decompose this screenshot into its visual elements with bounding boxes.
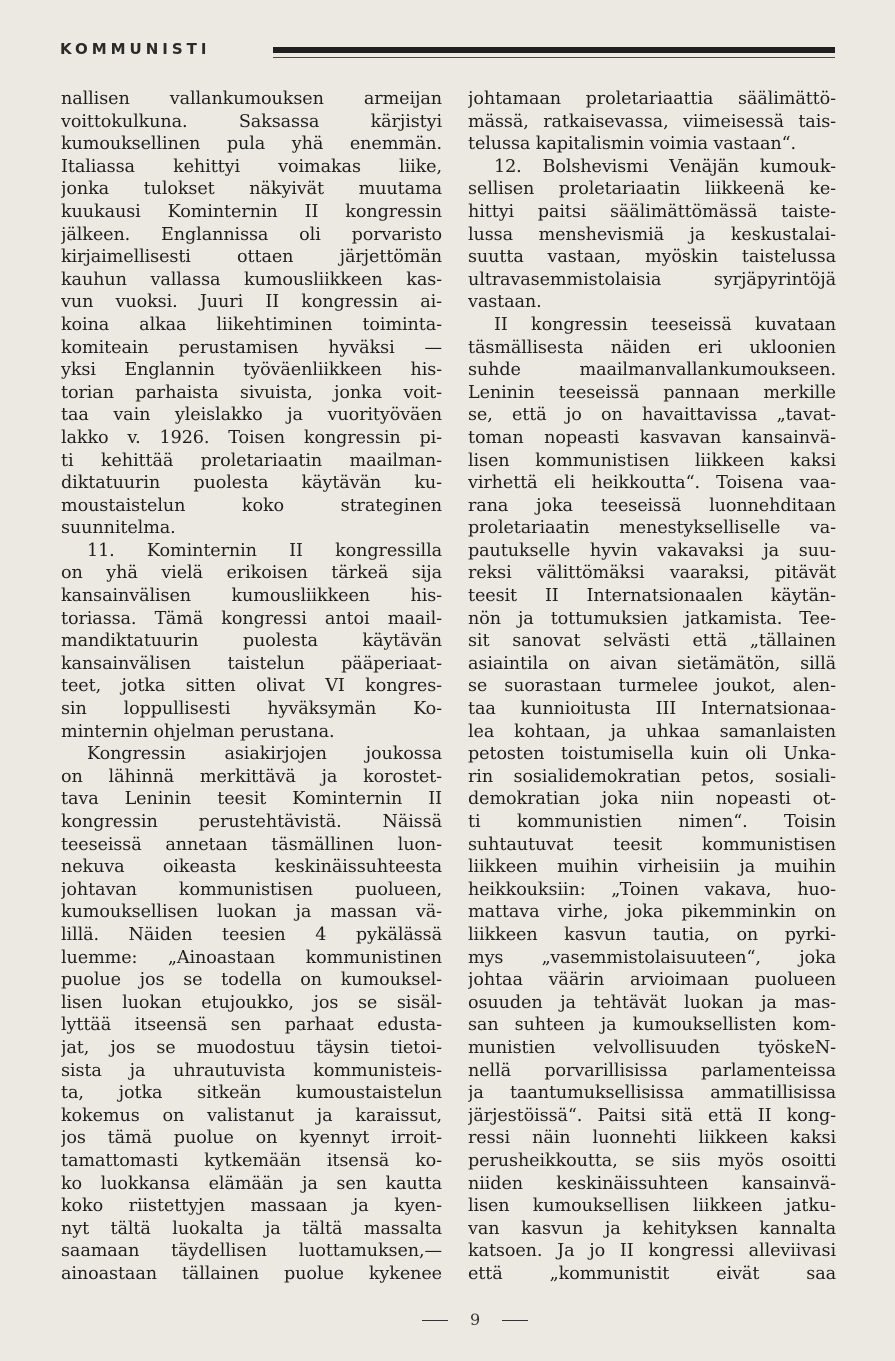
- page-footer: [400, 1310, 700, 1329]
- text-line: kokemus on valistanut ja karaissut,: [61, 1105, 442, 1126]
- text-line: rana joka teeseissä luonnehditaan: [468, 495, 836, 516]
- text-line: kuukausi Kominternin II kongressin: [61, 201, 442, 222]
- text-line: hittyi paitsi säälimättömässä taiste-: [468, 201, 836, 222]
- text-line: vastaan.: [468, 292, 542, 313]
- text-line: nellä porvarillisissa parlamenteissa: [468, 1060, 836, 1081]
- text-line: jälkeen. Englannissa oli porvaristo: [61, 224, 442, 245]
- text-line: moustaistelun koko strateginen: [61, 495, 442, 516]
- text-line: kumouksellisen luokan ja massan vä-: [61, 902, 442, 923]
- text-line: van kasvun ja kehityksen kannalta: [468, 1218, 836, 1239]
- text-line: rin sosialidemokratian petos, sosiali-: [468, 766, 836, 787]
- text-line: osuuden ja tehtävät luokan ja mas-: [468, 992, 836, 1013]
- text-line: lisen kumouksellisen liikkeen jatku-: [468, 1196, 836, 1217]
- text-line: virhettä eli heikkoutta“. Toisena vaa-: [468, 473, 836, 494]
- text-line: lyttää itseensä sen parhaat edusta-: [61, 1015, 442, 1036]
- text-line: kumouksellinen pula yhä enemmän.: [61, 134, 442, 155]
- text-line: taa vain yleislakko ja vuorityöväen: [61, 405, 442, 426]
- text-line: suhtautuvat teesit kommunistisen: [468, 834, 836, 855]
- text-line: kansainvälisen kumousliikkeen his-: [61, 586, 442, 607]
- text-line: niiden keskinäissuhteen kansainvä-: [468, 1173, 836, 1194]
- text-line: ko luokkansa elämään ja sen kautta: [61, 1173, 442, 1194]
- footer-dash-left: [422, 1320, 448, 1321]
- text-line: liikkeen muihin virheisiin ja muihin: [468, 857, 836, 878]
- text-line: ressi näin luonnehti liikkeen kaksi: [468, 1128, 836, 1149]
- text-line: 12. Bolshevismi Venäjän kumouk-: [494, 156, 836, 177]
- text-line: san suhteen ja kumouksellisten kom-: [468, 1015, 836, 1036]
- text-line: ultravasemmistolaisia syrjäpyrintöjä: [468, 269, 836, 290]
- text-line: lisen luokan etujoukko, jos se sisäl-: [61, 992, 442, 1013]
- text-line: kongressin perustehtävistä. Näissä: [61, 812, 442, 832]
- text-line: kansainvälisen taistelun pääperiaat-: [61, 653, 442, 674]
- text-line: ti kehittää proletariaatin maailman-: [61, 450, 442, 471]
- text-line: nallisen vallankumouksen armeijan: [61, 89, 442, 109]
- text-line: järjestöissä“. Paitsi sitä että II kong-: [468, 1105, 836, 1126]
- text-line: se suorastaan turmelee joukot, alen-: [468, 676, 836, 697]
- text-line: demokratian joka niin nopeasti ot-: [468, 789, 836, 810]
- text-line: jat, jos se muodostuu täysin tietoi-: [61, 1037, 442, 1058]
- text-line: Italiassa kehittyi voimakas liike,: [61, 156, 442, 177]
- text-line: nön ja tottumuksien jatkamista. Tee-: [468, 608, 836, 629]
- text-line: kauhun vallassa kumousliikkeen kas-: [61, 269, 442, 290]
- text-line: mandiktatuurin puolesta käytävän: [61, 631, 442, 652]
- text-line: koko riistettyjen massaan ja kyen-: [61, 1196, 442, 1217]
- text-line: liikkeen kasvun tautia, on pyrki-: [468, 924, 836, 945]
- left-column: [61, 88, 442, 1285]
- text-line: johtaa väärin arvioimaan puolueen: [468, 970, 836, 991]
- text-line: diktatuurin puolesta käytävän ku-: [61, 473, 442, 494]
- text-line: luemme: „Ainoastaan kommunistinen: [61, 947, 442, 968]
- journal-title: KOMMUNISTI: [60, 40, 211, 58]
- text-line: jos tämä puolue on kyennyt irroit-: [61, 1128, 442, 1149]
- text-line: pautukselle hyvin vakavaksi ja suu-: [468, 540, 836, 561]
- text-line: 11. Kominternin II kongressilla: [87, 540, 442, 561]
- text-line: se, että jo on havaittavissa „tavat-: [468, 405, 836, 426]
- text-line: on lähinnä merkittävä ja korostet-: [61, 766, 442, 787]
- text-line: katsoen. Ja jo II kongressi alleviivasi: [468, 1241, 836, 1262]
- text-line: jonka tulokset näkyivät muutama: [61, 179, 442, 200]
- page-number: 9: [470, 1310, 481, 1329]
- text-line: petosten toistumisella kuin oli Unka-: [468, 744, 836, 765]
- text-line: Leninin teeseissä pannaan merkille: [468, 382, 836, 403]
- text-line: tamattomasti kytkemään itsensä ko-: [61, 1150, 442, 1171]
- text-line: toriassa. Tämä kongressi antoi maail-: [61, 608, 442, 629]
- text-line: yksi Englannin työväenliikkeen his-: [61, 360, 442, 381]
- text-line: suunnitelma.: [61, 518, 176, 539]
- text-line: johtamaan proletariaattia säälimättö-: [468, 89, 836, 109]
- text-line: perusheikkoutta, se siis myös osoitti: [468, 1150, 836, 1171]
- text-line: kirjaimellisesti ottaen järjettömän: [61, 247, 442, 268]
- running-header: [60, 30, 835, 70]
- text-line: että „kommunistit eivät saa: [468, 1263, 836, 1284]
- text-line: ta, jotka sitkeän kumoustaistelun: [61, 1083, 442, 1104]
- text-line: komiteain perustamisen hyväksi —: [61, 337, 442, 358]
- text-line: lakko v. 1926. Toisen kongressin pi-: [61, 427, 442, 448]
- text-line: mattava virhe, joka pikemminkin on: [468, 902, 836, 923]
- text-line: johtavan kommunistisen puolueen,: [61, 879, 442, 900]
- text-line: tava Leninin teesit Kominternin II: [61, 789, 442, 810]
- header-rule: [273, 47, 835, 53]
- text-line: ainoastaan tällainen puolue kykenee: [61, 1263, 442, 1284]
- text-line: sin loppullisesti hyväksymän Ko-: [61, 699, 442, 720]
- text-line: toman nopeasti kasvavan kansainvä-: [468, 427, 836, 448]
- text-line: munistien velvollisuuden työskeN-: [468, 1037, 836, 1058]
- text-line: asiaintila on aivan sietämätön, sillä: [468, 653, 836, 674]
- text-line: lussa menshevismiä ja keskustalai-: [468, 224, 836, 245]
- text-line: torian parhaista sivuista, jonka voit-: [61, 382, 442, 403]
- text-line: nyt tältä luokalta ja tältä massalta: [61, 1218, 442, 1239]
- text-line: suhde maailmanvallankumoukseen.: [468, 360, 836, 381]
- text-line: ja taantumuksellisissa ammatillisissa: [468, 1083, 836, 1104]
- text-line: teet, jotka sitten olivat VI kongres-: [61, 676, 442, 697]
- text-line: proletariaatin menestykselliselle va-: [468, 518, 836, 539]
- text-line: puolue jos se todella on kumouksel-: [61, 970, 442, 991]
- text-line: ti kommunistien nimen“. Toisin: [468, 812, 836, 832]
- text-line: koina alkaa liikehtiminen toiminta-: [61, 314, 442, 335]
- right-column: [468, 88, 836, 1285]
- text-line: lillä. Näiden teesien 4 pykälässä: [61, 924, 442, 945]
- text-line: nekuva oikeasta keskinäissuhteesta: [61, 857, 442, 878]
- text-line: mys „vasemmistolaisuuteen“, joka: [468, 947, 836, 968]
- text-line: mässä, ratkaisevassa, viimeisessä tais-: [468, 111, 836, 132]
- text-line: reksi välittömäksi vaaraksi, pitävät: [468, 563, 836, 584]
- text-line: telussa kapitalismin voimia vastaan“.: [468, 134, 796, 155]
- text-line: sista ja uhrautuvista kommunisteis-: [61, 1060, 442, 1081]
- text-line: minternin ohjelman perustana.: [61, 721, 335, 742]
- text-line: lisen kommunistisen liikkeen kaksi: [468, 450, 836, 471]
- text-line: II kongressin teeseissä kuvataan: [494, 314, 836, 335]
- text-line: teesit II Internatsionaalen käytän-: [468, 586, 836, 607]
- text-line: Kongressin asiakirjojen joukossa: [87, 744, 442, 765]
- text-line: täsmällisesta näiden eri ukloonien: [468, 337, 836, 358]
- text-line: taa kunnioitusta III Internatsionaa-: [468, 699, 836, 720]
- text-line: on yhä vielä erikoisen tärkeä sija: [61, 563, 442, 584]
- text-line: voittokulkuna. Saksassa kärjistyi: [61, 111, 442, 132]
- text-line: heikkouksiin: „Toinen vakava, huo-: [468, 879, 836, 900]
- text-line: sit sanovat selvästi että „tällainen: [468, 631, 836, 652]
- text-line: suutta vastaan, myöskin taistelussa: [468, 247, 836, 268]
- text-line: vun vuoksi. Juuri II kongressin ai-: [61, 292, 442, 313]
- header-rule-thin: [273, 57, 835, 58]
- text-line: saamaan täydellisen luottamuksen,—: [61, 1241, 442, 1262]
- text-line: lea kohtaan, ja uhkaa samanlaisten: [468, 721, 836, 742]
- footer-dash-right: [502, 1320, 528, 1321]
- text-line: teeseissä annetaan täsmällinen luon-: [61, 834, 442, 855]
- text-line: sellisen proletariaatin liikkeenä ke-: [468, 179, 836, 200]
